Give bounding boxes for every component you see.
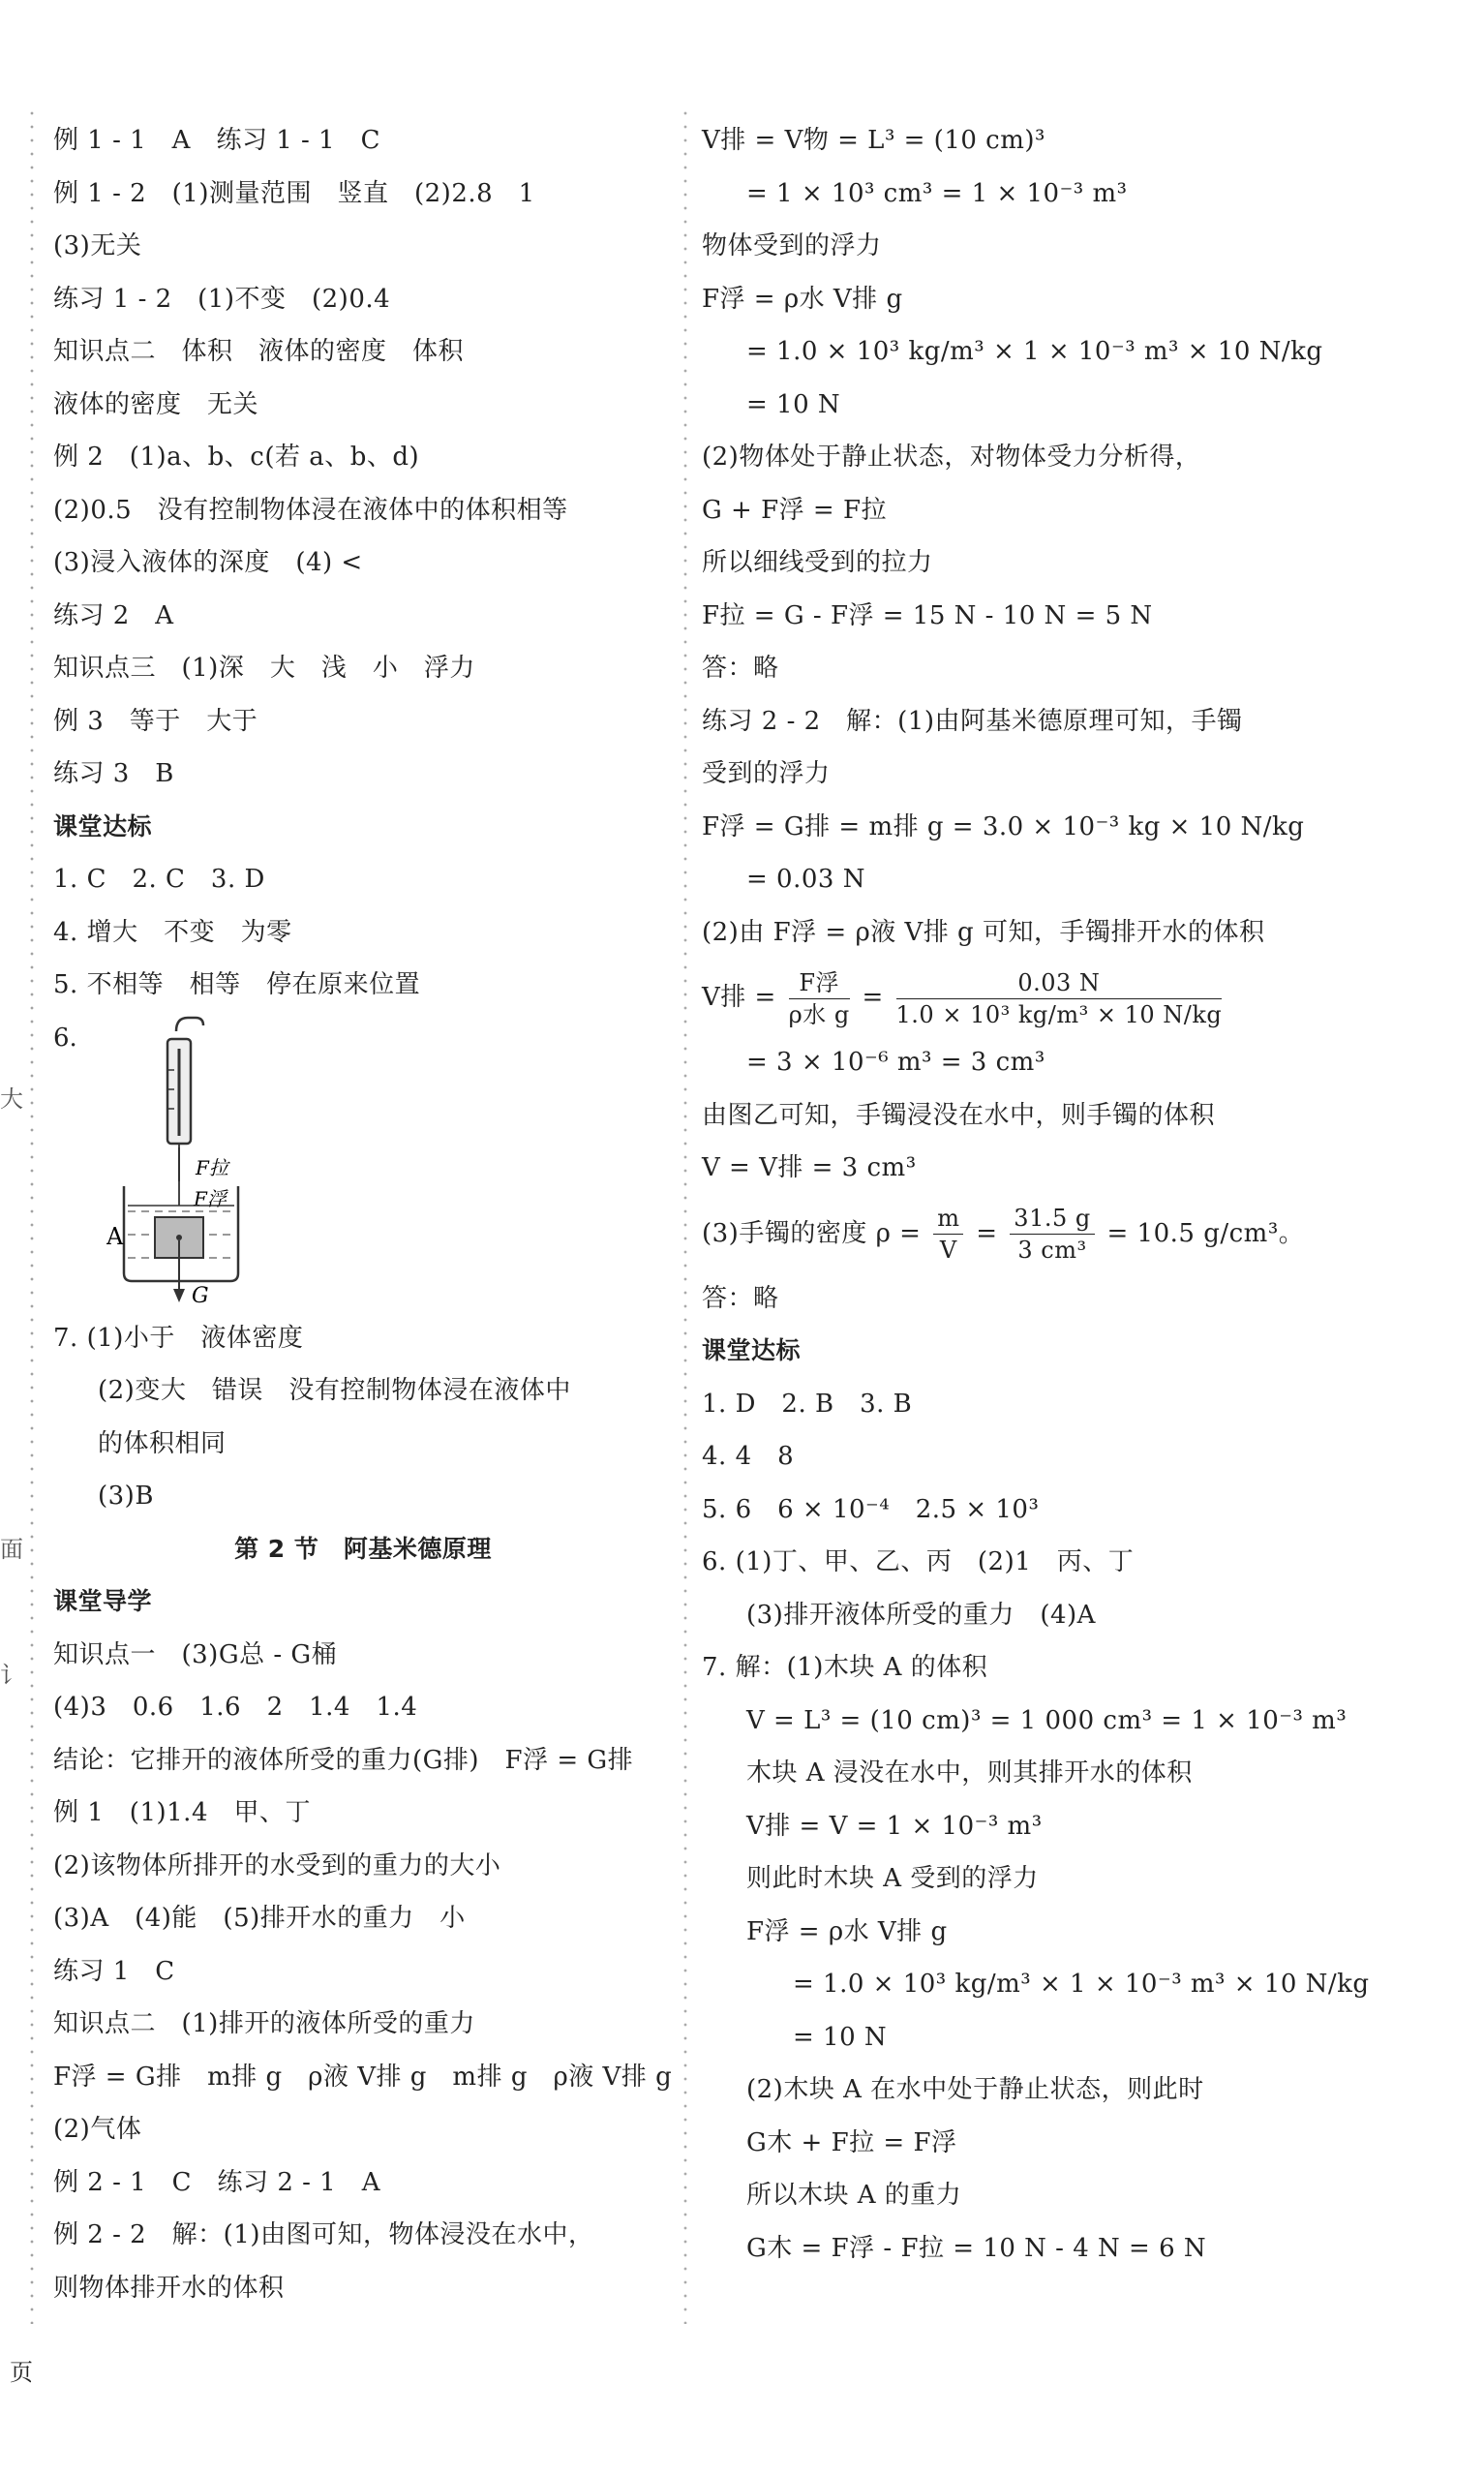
answer-line: 5. 不相等 相等 停在原来位置 [53,970,421,999]
label-g: G [192,1283,209,1308]
denominator: 3 cm³ [1017,1237,1087,1264]
figure-6 [53,1012,673,1312]
answer-line: (2)由 F浮 = ρ液 V排 g 可知，手镯排开水的体积 [702,917,1265,947]
answer-line: G木 + F拉 = F浮 [746,2127,957,2157]
denominator: 1.0 × 10³ kg/m³ × 10 N/kg [895,1000,1223,1028]
answer-line: 液体的密度 无关 [53,389,259,419]
answer-line: V = L³ = (10 cm)³ = 1 000 cm³ = 1 × 10⁻³ m³ [746,1705,1348,1735]
answer-line: = 10 N [746,389,841,419]
margin-char: 大 [0,1085,23,1113]
column-divider [680,107,691,2324]
answer-line: 结论：它排开的液体所受的重力(G排) F浮 = G排 [53,1745,634,1775]
section-heading: 课堂达标 [702,1336,802,1364]
answer-line: 答：略 [702,1283,779,1313]
answer-line: = 1 × 10³ cm³ = 1 × 10⁻³ m³ [746,178,1128,208]
answer-line: 木块 A 浸没在水中，则其排开水的体积 [746,1758,1193,1788]
denominator: ρ水 g [788,1000,850,1028]
numerator: 0.03 N [896,967,1223,999]
answer-line: 所以细线受到的拉力 [702,548,933,577]
label-a: A [106,1222,124,1250]
answer-line: (2)木块 A 在水中处于静止状态，则此时 [746,2075,1204,2104]
answer-line: (3)A (4)能 (5)排开水的重力 小 [53,1904,466,1933]
answer-line: = 10 N [793,2022,888,2052]
denominator: V [939,1237,957,1264]
left-column [53,114,673,2314]
answer-line: (2)气体 [53,2115,142,2144]
fraction [789,967,850,1030]
answer-line: (2)该物体所排开的水受到的重力的大小 [53,1850,501,1880]
answer-line: V排 = V物 = L³ = (10 cm)³ [702,126,1045,155]
section-heading: 课堂导学 [53,1587,153,1615]
spring-scale-diagram [106,1012,339,1312]
answer-line: 7. 解：(1)木块 A 的体积 [702,1653,988,1682]
scale-hook [176,1018,203,1031]
answer-line: 例 1 (1)1.4 甲、丁 [53,1798,311,1827]
answer-line: 的体积相同 [98,1428,227,1458]
margin-char: 讠 [0,1662,23,1689]
equals: = [976,1218,998,1248]
answer-line: = 3 × 10⁻⁶ m³ = 3 cm³ [746,1048,1045,1077]
equals: = [862,983,884,1012]
answer-line: 由图乙可知，手镯浸没在水中，则手镯的体积 [702,1100,1216,1130]
answer-line: V排 = V = 1 × 10⁻³ m³ [746,1811,1043,1841]
density-fraction-line [702,1195,1341,1272]
answer-line: G木 = F浮 - F拉 = 10 N - 4 N = 6 N [746,2233,1207,2263]
answer-line: 知识点二 (1)排开的液体所受的重力 [53,2009,475,2038]
answer-line: 4. 增大 不变 为零 [53,917,292,947]
answer-line: F浮 = ρ水 V排 g [746,1916,948,1946]
answer-line: F拉 = G - F浮 = 15 N - 10 N = 5 N [702,600,1153,630]
answer-line: = 0.03 N [746,865,865,894]
answer-line: 答：略 [702,654,779,683]
answer-line: 例 1 - 1 A 练习 1 - 1 C [53,126,380,155]
answer-line: 练习 1 - 2 (1)不变 (2)0.4 [53,284,391,314]
answer-line: (3)排开液体所受的重力 (4)A [746,1600,1096,1630]
answer-line: F浮 = ρ水 V排 g [702,284,903,314]
answer-line: 受到的浮力 [702,759,831,788]
fraction [933,1203,963,1266]
answer-line: = 1.0 × 10³ kg/m³ × 1 × 10⁻³ m³ × 10 N/kg [793,1970,1370,1999]
answer-line: (3)无关 [53,231,142,260]
answer-line: (2)变大 错误 没有控制物体浸在液体中 [98,1376,571,1405]
answer-line: 5. 6 6 × 10⁻⁴ 2.5 × 10³ [702,1494,1040,1524]
answer-line: (3)B [98,1482,154,1511]
answer-line: 物体受到的浮力 [702,231,882,260]
section-heading: 课堂达标 [53,811,153,841]
fraction [896,967,1223,1030]
numerator: m [933,1203,963,1235]
volume-fraction-line [702,959,1341,1036]
answer-line: 知识点三 (1)深 大 浅 小 浮力 [53,654,475,683]
answer-line: 例 1 - 2 (1)测量范围 竖直 (2)2.8 1 [53,178,535,208]
answer-line: 6. (1)丁、甲、乙、丙 (2)1 丙、丁 [702,1547,1135,1576]
frac-suffix: = 10.5 g/cm³。 [1106,1218,1305,1248]
label-f-fu: F浮 [194,1186,227,1210]
answer-line: F浮 = G排 = m排 g = 3.0 × 10⁻³ kg × 10 N/kg [702,811,1305,841]
answer-line: (2)物体处于静止状态，对物体受力分析得， [702,443,1201,472]
answer-line: 1. C 2. C 3. D [53,865,265,894]
right-column [702,114,1370,2275]
fraction [1010,1203,1094,1266]
answer-line: 知识点一 (3)G总 - G桶 [53,1639,338,1669]
left-binding-dots [27,107,37,2324]
section-title: 第 2 节 阿基米德原理 [234,1534,492,1563]
answer-line: G + F浮 = F拉 [702,495,887,525]
answer-line: 例 3 等于 大于 [53,706,258,736]
answer-line: 例 2 - 1 C 练习 2 - 1 A [53,2167,380,2197]
answer-line: 则物体排开水的体积 [53,2273,285,2303]
answer-line: 例 2 - 2 解：(1)由图可知，物体浸没在水中， [53,2220,594,2249]
label-f-la: F拉 [196,1155,228,1179]
answer-line: (3)浸入液体的深度 (4) < [53,548,363,577]
answer-line: 1. D 2. B 3. B [702,1389,913,1419]
answer-line: 则此时木块 A 受到的浮力 [746,1864,1039,1893]
answer-line: 知识点二 体积 液体的密度 体积 [53,337,465,366]
answer-line: 所以木块 A 的重力 [746,2181,962,2210]
numerator: 31.5 g [1010,1203,1094,1235]
answer-line: 练习 1 C [53,1956,175,1986]
answer-line: (2)0.5 没有控制物体浸在液体中的体积相等 [53,495,568,525]
answer-line: V = V排 = 3 cm³ [702,1153,917,1182]
answer-line: 练习 2 A [53,600,174,630]
margin-char: 面 [0,1536,23,1563]
answer-line: 7. (1)小于 液体密度 [53,1323,304,1353]
frac-prefix: (3)手镯的密度 ρ = [702,1218,922,1248]
figure-number: 6. [53,1023,77,1053]
page-number: 页 [10,2359,33,2386]
frac-lhs: V排 = [702,983,776,1012]
answer-line: = 1.0 × 10³ kg/m³ × 1 × 10⁻³ m³ × 10 N/kg [746,337,1323,366]
numerator: F浮 [789,967,850,999]
answer-line: (4)3 0.6 1.6 2 1.4 1.4 [53,1693,418,1722]
answer-line: 例 2 (1)a、b、c(若 a、b、d) [53,443,420,472]
answer-line: 练习 2 - 2 解：(1)由阿基米德原理可知，手镯 [702,706,1243,736]
answer-line: F浮 = G排 m排 g ρ液 V排 g m排 g ρ液 V排 g [53,2062,673,2092]
answer-line: 4. 4 8 [702,1442,795,1471]
answer-line: 练习 3 B [53,759,174,788]
